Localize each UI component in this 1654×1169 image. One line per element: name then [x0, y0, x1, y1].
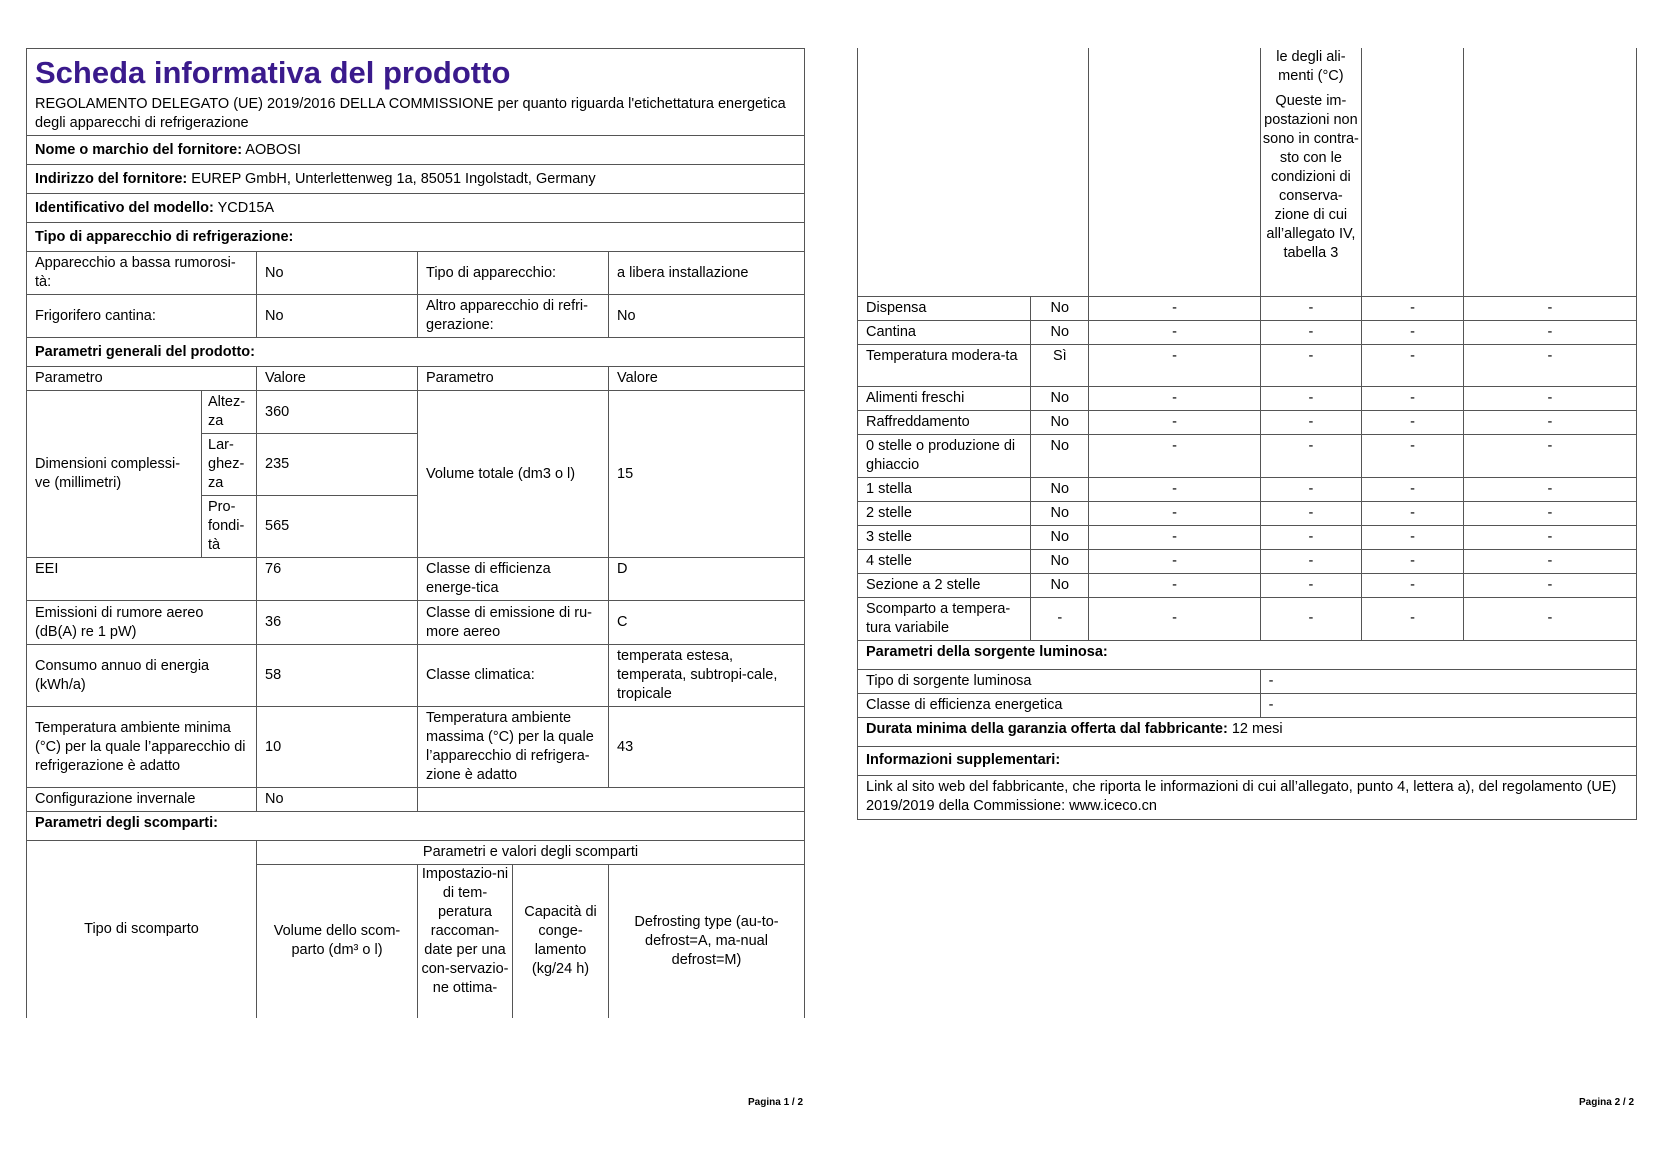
compartment-temp: -: [1260, 525, 1362, 549]
recommended-temp-header-cont: [1260, 48, 1362, 296]
compartment-present: No: [1031, 296, 1089, 320]
compartment-row: [858, 296, 1637, 320]
compartment-present: Sì: [1031, 344, 1089, 386]
light-source-type-value: -: [1260, 669, 1636, 693]
total-volume-label: Volume totale (dm3 o l): [418, 391, 609, 558]
supplier-name-value: AOBOSI: [245, 141, 301, 158]
compartment-params-header: Parametri e valori degli scomparti: [257, 841, 805, 865]
compartment-name: Dispensa: [858, 296, 1031, 320]
compartment-present: No: [1031, 573, 1089, 597]
height-value: 360: [257, 391, 418, 434]
compartment-type-header: Tipo di scomparto: [27, 841, 257, 1018]
compartment-row: [858, 501, 1637, 525]
compartment-volume: -: [1089, 549, 1260, 573]
compartment-type-header-cont: [858, 48, 1089, 296]
width-value: 235: [257, 434, 418, 496]
additional-info-row: [858, 775, 1637, 819]
compartment-present: No: [1031, 386, 1089, 410]
compartment-volume: -: [1089, 477, 1260, 501]
page-number-1: Pagina 1 / 2: [748, 1097, 804, 1108]
energy-consumption-label: Consumo annuo di energia (kWh/a): [27, 645, 257, 707]
compartment-freezing: -: [1362, 525, 1464, 549]
light-source-class-label: Classe di efficienza energetica: [858, 693, 1261, 717]
climate-class-label: Classe climatica:: [418, 645, 609, 707]
freezing-capacity-header: Capacità di conge-lamento (kg/24 h): [513, 865, 609, 1018]
compartment-temp: -: [1260, 386, 1362, 410]
empty-cell: [418, 788, 805, 812]
compartment-row: [858, 410, 1637, 434]
compartment-defrost: -: [1463, 320, 1636, 344]
compartment-temp: -: [1260, 501, 1362, 525]
compartment-temp: -: [1260, 344, 1362, 386]
eei-label: EEI: [27, 558, 257, 601]
compartment-row: [858, 525, 1637, 549]
compartment-present: No: [1031, 525, 1089, 549]
compartment-row: [858, 573, 1637, 597]
compartment-name: 4 stelle: [858, 549, 1031, 573]
supplier-name-row: [27, 136, 805, 165]
compartment-name: Alimenti freschi: [858, 386, 1031, 410]
page-number-2: Pagina 2 / 2: [1579, 1097, 1635, 1108]
other-appliance-value: No: [609, 295, 805, 338]
compartment-temp: -: [1260, 597, 1362, 640]
compartment-row: [858, 549, 1637, 573]
col-header-param-2: Parametro: [418, 367, 609, 391]
compartment-freezing: -: [1362, 410, 1464, 434]
compartment-defrost: -: [1463, 477, 1636, 501]
climate-class-value: temperata estesa, temperata, subtropi-cale, tropicale: [609, 645, 805, 707]
eei-value: 76: [257, 558, 418, 601]
energy-class-value: D: [609, 558, 805, 601]
compartment-name: Scomparto a tempera-tura variabile: [858, 597, 1031, 640]
compartment-volume: -: [1089, 597, 1260, 640]
compartment-present: No: [1031, 434, 1089, 477]
compartments-table: [857, 48, 1637, 820]
compartment-freezing: -: [1362, 320, 1464, 344]
appliance-type-heading: Tipo di apparecchio di refrigerazione:: [27, 223, 805, 252]
height-label: Altez-za: [202, 391, 257, 434]
total-volume-value: 15: [609, 391, 805, 558]
col-header-value-2: Valore: [609, 367, 805, 391]
winter-setting-label: Configurazione invernale: [27, 788, 257, 812]
compartment-defrost: -: [1463, 296, 1636, 320]
compartment-present: No: [1031, 477, 1089, 501]
compartment-temp: -: [1260, 410, 1362, 434]
supplier-name-label: Nome o marchio del fornitore:: [35, 141, 243, 158]
winter-setting-value: No: [257, 788, 418, 812]
compartment-volume: -: [1089, 410, 1260, 434]
width-label: Lar-ghez-za: [202, 434, 257, 496]
manufacturer-website-link[interactable]: www.iceco.cn: [1069, 797, 1157, 814]
compartment-present: No: [1031, 410, 1089, 434]
additional-info-text: Link al sito web del fabbricante, che riporta le informazioni di cui all’allegato, punto 4, lettera a), del regolamento (UE) 2019/2019 della Commissione:: [866, 778, 1617, 814]
compartment-name: Sezione a 2 stelle: [858, 573, 1031, 597]
compartment-defrost: -: [1463, 434, 1636, 477]
compartment-volume: -: [1089, 320, 1260, 344]
product-sheet-table: [26, 48, 805, 1018]
compartment-freezing: -: [1362, 344, 1464, 386]
compartment-temp: -: [1260, 549, 1362, 573]
light-source-class-value: -: [1260, 693, 1636, 717]
compartment-row: [858, 344, 1637, 386]
compartment-present: No: [1031, 549, 1089, 573]
wine-storage-label: Frigorifero cantina:: [27, 295, 257, 338]
compartment-name: Raffreddamento: [858, 410, 1031, 434]
compartment-volume: -: [1089, 525, 1260, 549]
compartment-temp: -: [1260, 434, 1362, 477]
col-header-value-1: Valore: [257, 367, 418, 391]
compartment-defrost: -: [1463, 410, 1636, 434]
other-appliance-label: Altro apparecchio di refri-gerazione:: [418, 295, 609, 338]
compartment-defrost: -: [1463, 573, 1636, 597]
min-temp-value: 10: [257, 707, 418, 788]
guarantee-value: 12 mesi: [1231, 720, 1283, 737]
compartment-name: Cantina: [858, 320, 1031, 344]
compartment-name: 1 stella: [858, 477, 1031, 501]
recommended-temp-header: Impostazio-ni di tem-peratura raccoman-date per una con-servazio-ne ottima-: [418, 865, 513, 1018]
compartment-temp: -: [1260, 320, 1362, 344]
compartment-present: No: [1031, 320, 1089, 344]
general-params-heading: Parametri generali del prodotto:: [27, 338, 805, 367]
compartment-row: [858, 386, 1637, 410]
recommended-temp-header-end: le degli ali-menti (°C): [1276, 49, 1346, 84]
page-1: [26, 48, 804, 1018]
compartment-row: [858, 477, 1637, 501]
page-title: Scheda informativa del prodotto: [27, 49, 805, 94]
compartment-temp: -: [1260, 573, 1362, 597]
dimensions-label: Dimensioni complessi-ve (millimetri): [27, 391, 202, 558]
model-label: Identificativo del modello:: [35, 199, 214, 216]
compartment-freezing: -: [1362, 573, 1464, 597]
guarantee-label: Durata minima della garanzia offerta dal fabbricante:: [866, 720, 1228, 737]
compartment-row: [858, 597, 1637, 640]
min-temp-label: Temperatura ambiente minima (°C) per la quale l’apparecchio di refrigerazione è adatto: [27, 707, 257, 788]
compartment-defrost: -: [1463, 549, 1636, 573]
compartment-name: Temperatura modera-ta: [858, 344, 1031, 386]
compartment-volume-header-cont: [1089, 48, 1260, 296]
depth-value: 565: [257, 496, 418, 558]
compartment-volume: -: [1089, 344, 1260, 386]
max-temp-value: 43: [609, 707, 805, 788]
compartment-freezing: -: [1362, 597, 1464, 640]
compartments-heading: Parametri degli scomparti:: [27, 812, 805, 841]
compartment-volume-header: Volume dello scom-parto (dm³ o l): [257, 865, 418, 1018]
design-type-value: a libera installazione: [609, 252, 805, 295]
noise-class-value: C: [609, 601, 805, 645]
compartment-freezing: -: [1362, 549, 1464, 573]
noise-class-label: Classe di emissione di ru-more aereo: [418, 601, 609, 645]
compartment-freezing: -: [1362, 434, 1464, 477]
compartment-name: 3 stelle: [858, 525, 1031, 549]
compartment-freezing: -: [1362, 296, 1464, 320]
compartment-volume: -: [1089, 573, 1260, 597]
noise-emission-value: 36: [257, 601, 418, 645]
freezing-capacity-header-cont: [1362, 48, 1464, 296]
supplier-address-value: EUREP GmbH, Unterlettenweg 1a, 85051 Ingolstadt, Germany: [191, 170, 596, 187]
model-row: [27, 194, 805, 223]
compartment-defrost: -: [1463, 525, 1636, 549]
light-source-heading: Parametri della sorgente luminosa:: [858, 640, 1637, 669]
model-value: YCD15A: [217, 199, 275, 216]
recommended-temp-note: Queste im-postazioni non sono in contra-sto con le condizioni di conserva-zione di cui all’allegato IV, tabella 3: [1262, 93, 1359, 261]
energy-class-label: Classe di efficienza energe-tica: [418, 558, 609, 601]
noise-emission-label: Emissioni di rumore aereo (dB(A) re 1 pW): [27, 601, 257, 645]
supplier-address-row: [27, 165, 805, 194]
defrost-type-header-cont: [1463, 48, 1636, 296]
depth-label: Pro-fondi-tà: [202, 496, 257, 558]
energy-consumption-value: 58: [257, 645, 418, 707]
compartment-temp: -: [1260, 477, 1362, 501]
compartment-volume: -: [1089, 296, 1260, 320]
compartment-defrost: -: [1463, 501, 1636, 525]
compartment-freezing: -: [1362, 477, 1464, 501]
compartment-present: No: [1031, 501, 1089, 525]
page-2: [857, 48, 1637, 820]
light-source-type-label: Tipo di sorgente luminosa: [858, 669, 1261, 693]
compartment-present: -: [1031, 597, 1089, 640]
design-type-label: Tipo di apparecchio:: [418, 252, 609, 295]
defrost-type-header: Defrosting type (au-to-defrost=A, ma-nual defrost=M): [609, 865, 805, 1018]
compartment-volume: -: [1089, 501, 1260, 525]
guarantee-row: [858, 717, 1637, 746]
additional-info-heading: Informazioni supplementari:: [858, 746, 1637, 775]
compartment-name: 0 stelle o produzione di ghiaccio: [858, 434, 1031, 477]
compartment-freezing: -: [1362, 501, 1464, 525]
low-noise-value: No: [257, 252, 418, 295]
compartment-defrost: -: [1463, 344, 1636, 386]
compartment-temp: -: [1260, 296, 1362, 320]
compartment-volume: -: [1089, 434, 1260, 477]
compartment-row: [858, 320, 1637, 344]
compartment-volume: -: [1089, 386, 1260, 410]
max-temp-label: Temperatura ambiente massima (°C) per la quale l’apparecchio di refrigera-zione è adatto: [418, 707, 609, 788]
compartment-defrost: -: [1463, 597, 1636, 640]
wine-storage-value: No: [257, 295, 418, 338]
compartment-freezing: -: [1362, 386, 1464, 410]
compartment-defrost: -: [1463, 386, 1636, 410]
col-header-param-1: Parametro: [27, 367, 257, 391]
compartment-name: 2 stelle: [858, 501, 1031, 525]
compartment-row: [858, 434, 1637, 477]
regulation-text: REGOLAMENTO DELEGATO (UE) 2019/2016 DELLA COMMISSIONE per quanto riguarda l'etichettatura energetica degli apparecchi di refrigerazione: [27, 93, 805, 136]
supplier-address-label: Indirizzo del fornitore:: [35, 170, 188, 187]
low-noise-label: Apparecchio a bassa rumorosi-tà:: [27, 252, 257, 295]
